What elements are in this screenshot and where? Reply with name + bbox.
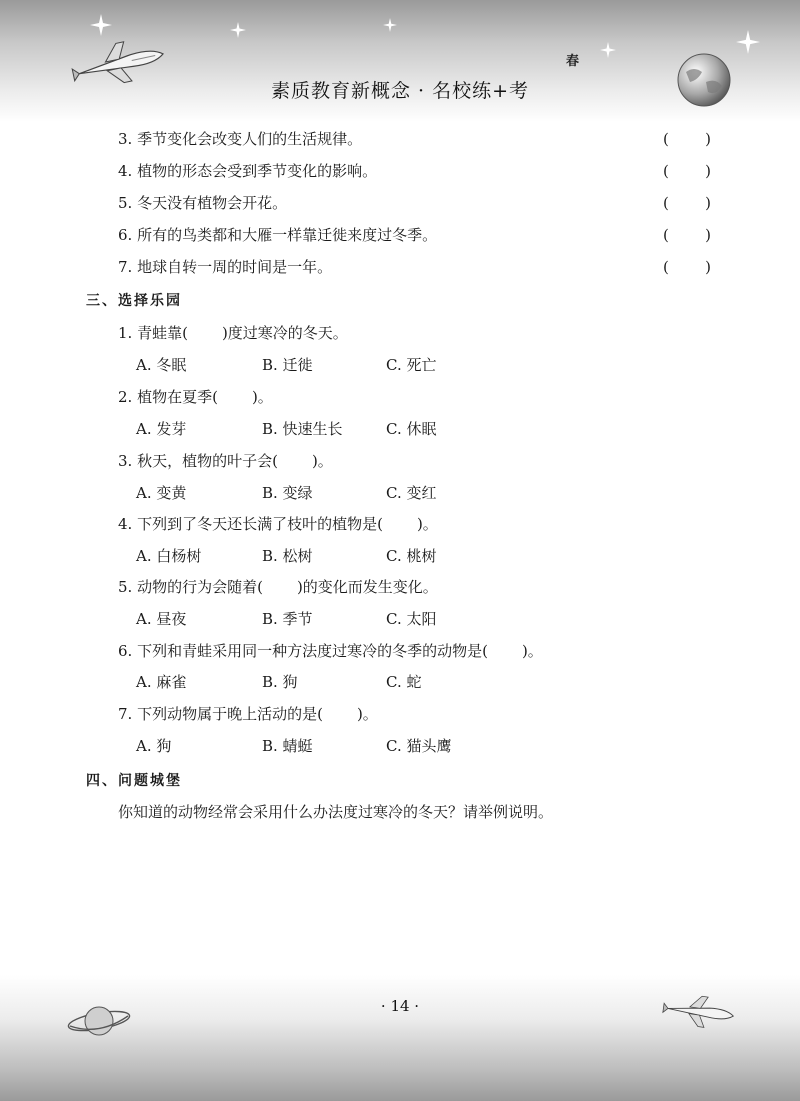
answer-blank[interactable]: ( ) bbox=[663, 226, 711, 244]
tf-question: 7. 地球自转一周的时间是一年。 bbox=[118, 258, 333, 276]
tf-item bbox=[118, 192, 718, 214]
tf-question: 6. 所有的鸟类都和大雁一样靠迁徙来度过冬季。 bbox=[118, 226, 438, 244]
tf-item bbox=[118, 128, 718, 150]
option-c[interactable]: C. 桃树 bbox=[386, 547, 437, 565]
option-a[interactable]: A. 冬眠 bbox=[136, 356, 187, 374]
choice-question: 7. 下列动物属于晚上活动的是( )。 bbox=[118, 705, 378, 723]
option-row bbox=[136, 545, 516, 567]
sparkle-icon bbox=[90, 14, 112, 36]
open-question: 你知道的动物经常会采用什么办法度过寒冷的冬天？请举例说明。 bbox=[118, 803, 554, 821]
choice-question: 6. 下列和青蛙采用同一种方法度过寒冷的冬季的动物是( )。 bbox=[118, 642, 543, 660]
option-row bbox=[136, 418, 516, 440]
tf-item bbox=[118, 256, 718, 278]
option-a[interactable]: A. 发芽 bbox=[136, 420, 187, 438]
answer-blank[interactable]: ( ) bbox=[663, 162, 711, 180]
answer-blank[interactable]: ( ) bbox=[663, 258, 711, 276]
option-a[interactable]: A. 昼夜 bbox=[136, 610, 187, 628]
saturn-icon bbox=[66, 1000, 132, 1042]
header-title: 素质教育新概念 · 名校练+考 bbox=[270, 80, 530, 102]
option-c[interactable]: C. 死亡 bbox=[386, 356, 437, 374]
option-b[interactable]: B. 蜻蜓 bbox=[262, 737, 313, 755]
choice-question: 5. 动物的行为会随着( )的变化而发生变化。 bbox=[118, 578, 438, 596]
option-c[interactable]: C. 蛇 bbox=[386, 673, 422, 691]
page-number: · 14 · bbox=[380, 997, 420, 1015]
answer-blank[interactable]: ( ) bbox=[663, 194, 711, 212]
option-row bbox=[136, 608, 516, 630]
option-row bbox=[136, 482, 516, 504]
globe-icon bbox=[676, 52, 732, 108]
option-row bbox=[136, 354, 516, 376]
option-c[interactable]: C. 休眠 bbox=[386, 420, 437, 438]
choice-question: 2. 植物在夏季( )。 bbox=[118, 388, 273, 406]
sparkle-icon bbox=[383, 18, 397, 32]
option-b[interactable]: B. 快速生长 bbox=[262, 420, 343, 438]
tf-question: 5. 冬天没有植物会开花。 bbox=[118, 194, 288, 212]
sparkle-icon bbox=[230, 22, 246, 38]
option-row bbox=[136, 735, 516, 757]
tf-item bbox=[118, 224, 718, 246]
option-c[interactable]: C. 变红 bbox=[386, 484, 437, 502]
season-label: 春 bbox=[566, 54, 580, 69]
tf-item bbox=[118, 160, 718, 182]
option-b[interactable]: B. 季节 bbox=[262, 610, 313, 628]
option-c[interactable]: C. 猫头鹰 bbox=[386, 737, 452, 755]
option-b[interactable]: B. 狗 bbox=[262, 673, 298, 691]
option-b[interactable]: B. 变绿 bbox=[262, 484, 313, 502]
option-a[interactable]: A. 麻雀 bbox=[136, 673, 187, 691]
answer-blank[interactable]: ( ) bbox=[663, 130, 711, 148]
option-row bbox=[136, 671, 516, 693]
option-b[interactable]: B. 迁徙 bbox=[262, 356, 313, 374]
sparkle-icon bbox=[600, 42, 616, 58]
option-a[interactable]: A. 变黄 bbox=[136, 484, 187, 502]
choice-question: 4. 下列到了冬天还长满了枝叶的植物是( )。 bbox=[118, 515, 438, 533]
section-heading-question: 四、问题城堡 bbox=[86, 773, 182, 789]
option-a[interactable]: A. 狗 bbox=[136, 737, 172, 755]
sparkle-icon bbox=[736, 30, 760, 54]
tf-question: 3. 季节变化会改变人们的生活规律。 bbox=[118, 130, 363, 148]
tf-question: 4. 植物的形态会受到季节变化的影响。 bbox=[118, 162, 378, 180]
choice-question: 1. 青蛙靠( )度过寒冷的冬天。 bbox=[118, 324, 348, 342]
choice-question: 3. 秋天，植物的叶子会( )。 bbox=[118, 452, 333, 470]
option-c[interactable]: C. 太阳 bbox=[386, 610, 437, 628]
option-a[interactable]: A. 白杨树 bbox=[136, 547, 202, 565]
space-shuttle-icon bbox=[660, 990, 740, 1032]
section-heading-choice: 三、选择乐园 bbox=[86, 293, 182, 309]
option-b[interactable]: B. 松树 bbox=[262, 547, 313, 565]
